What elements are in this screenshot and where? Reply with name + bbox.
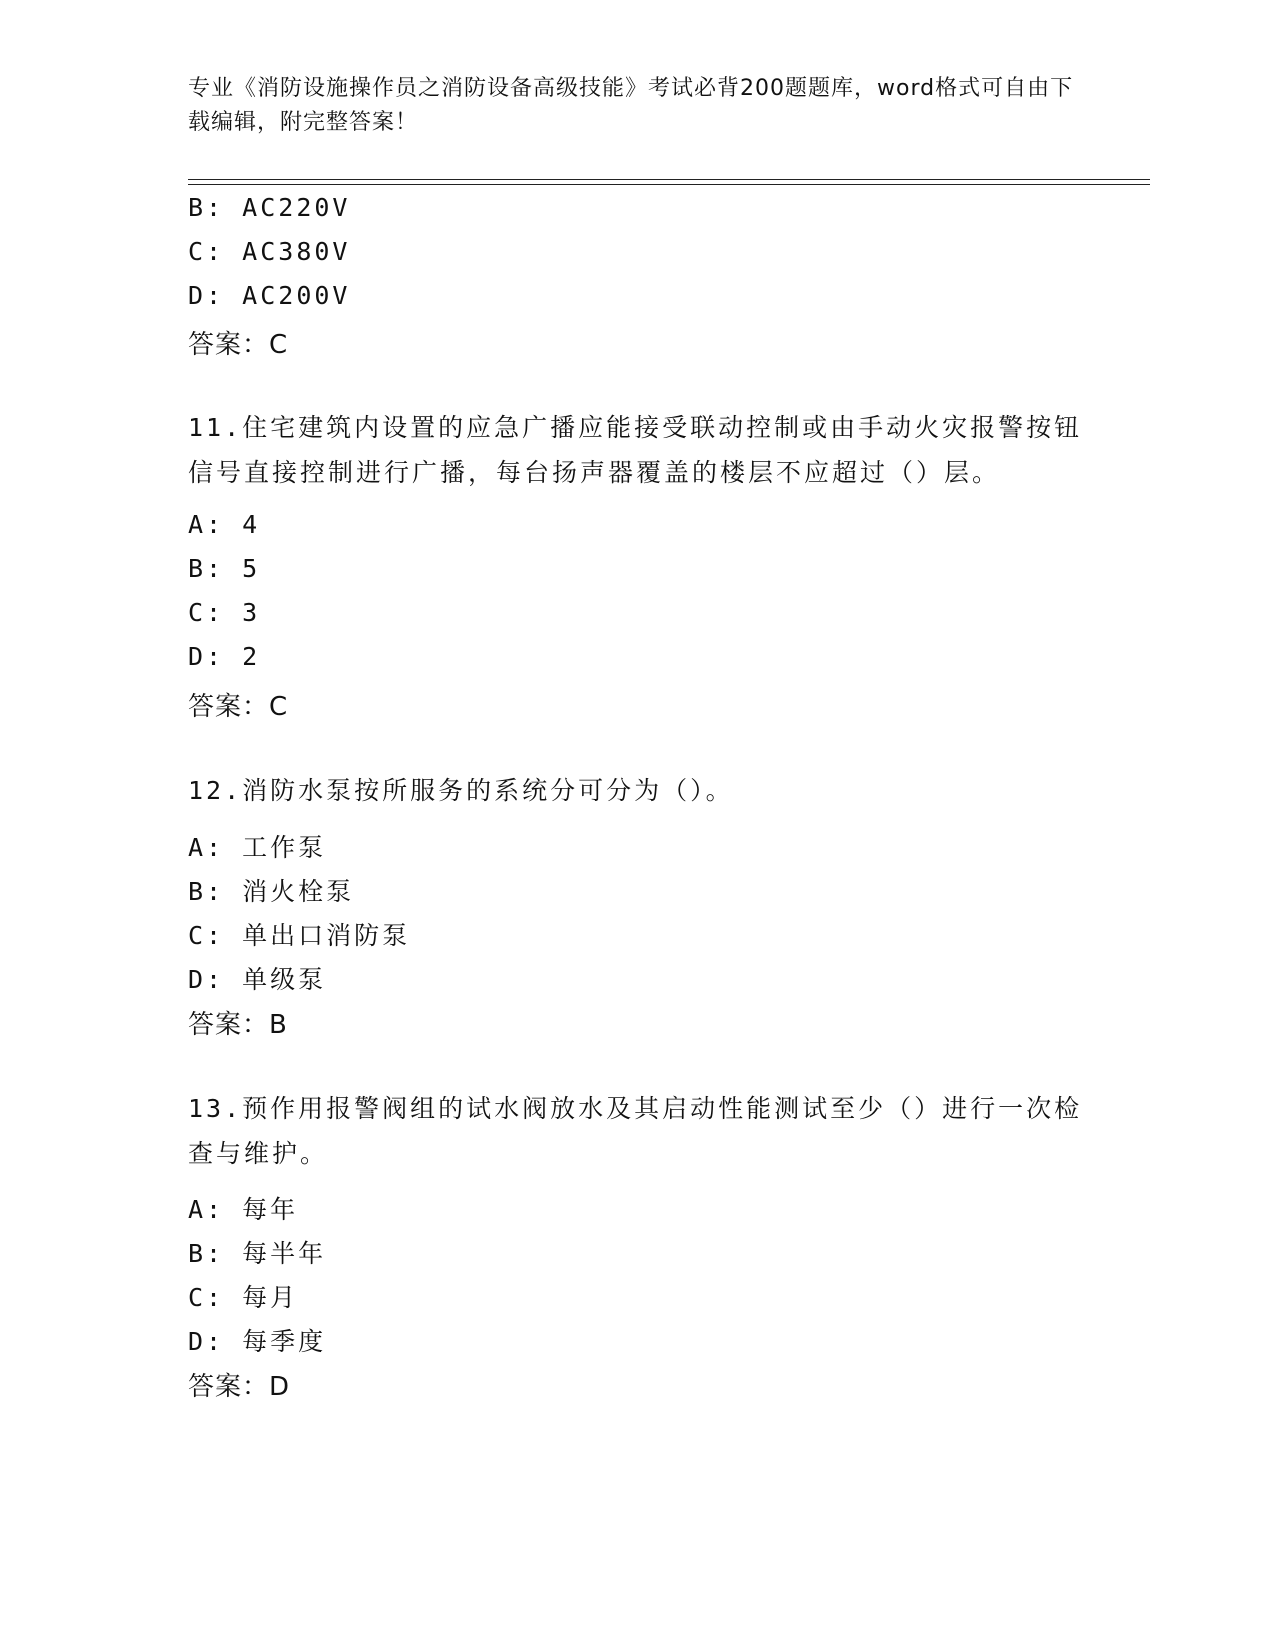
option-text: AC220V — [242, 193, 351, 222]
option-text: AC380V — [242, 237, 351, 266]
option-letter: A: — [188, 833, 225, 862]
header-rule-bottom — [188, 184, 1150, 185]
option-letter: C: — [188, 1283, 225, 1312]
q12-option-c — [188, 916, 410, 952]
q10-option-b — [188, 193, 350, 222]
header-rule-top — [188, 179, 1150, 180]
option-letter: B: — [188, 554, 225, 583]
q12-option-d — [188, 960, 326, 996]
q11-option-c — [188, 598, 260, 627]
option-text: 工作泵 — [242, 833, 327, 862]
q11-option-b — [188, 554, 260, 583]
q11-option-d — [188, 642, 260, 671]
option-letter: C: — [188, 921, 225, 950]
option-letter: B: — [188, 1239, 225, 1268]
q12-option-a — [188, 828, 326, 864]
option-text: 3 — [242, 598, 261, 627]
q10-answer: 答案：C — [188, 330, 289, 360]
option-text: 2 — [242, 642, 261, 671]
option-letter: D: — [188, 642, 225, 671]
q12-question: 12.消防水泵按所服务的系统分可分为（）。 — [188, 776, 734, 805]
q11-answer: 答案：C — [188, 692, 289, 722]
option-letter: D: — [188, 1327, 225, 1356]
option-letter: A: — [188, 510, 225, 539]
option-text: 每年 — [242, 1195, 299, 1224]
option-text: 5 — [242, 554, 261, 583]
q12-answer: 答案：B — [188, 1010, 288, 1040]
q10-option-d — [188, 281, 350, 310]
option-letter: D: — [188, 281, 225, 310]
q13-answer: 答案：D — [188, 1372, 291, 1402]
option-text: 每月 — [242, 1283, 299, 1312]
option-letter: A: — [188, 1195, 225, 1224]
option-text: 单出口消防泵 — [242, 921, 411, 950]
option-text: AC200V — [242, 281, 351, 310]
option-text: 每季度 — [242, 1327, 327, 1356]
q11-option-a — [188, 510, 260, 539]
option-letter: C: — [188, 598, 225, 627]
q13-option-a — [188, 1190, 298, 1226]
document-header: 专业《消防设施操作员之消防设备高级技能》考试必背200题题库，word格式可自由下载编辑，附完整答案！ — [188, 76, 1074, 135]
option-text: 4 — [242, 510, 261, 539]
option-letter: C: — [188, 237, 225, 266]
q13-option-d — [188, 1322, 326, 1358]
option-text: 每半年 — [242, 1239, 327, 1268]
option-text: 单级泵 — [242, 965, 327, 994]
q13-question: 13.预作用报警阀组的试水阀放水及其启动性能测试至少（）进行一次检查与维护。 — [188, 1094, 1083, 1168]
q10-option-c — [188, 237, 350, 266]
q13-option-b — [188, 1234, 326, 1270]
option-letter: B: — [188, 877, 225, 906]
option-text: 消火栓泵 — [242, 877, 355, 906]
q11-question: 11.住宅建筑内设置的应急广播应能接受联动控制或由手动火灾报警按钮信号直接控制进行广播，每台扬声器覆盖的楼层不应超过（）层。 — [188, 413, 1083, 487]
option-letter: D: — [188, 965, 225, 994]
q13-option-c — [188, 1278, 298, 1314]
option-letter: B: — [188, 193, 225, 222]
q12-option-b — [188, 872, 354, 908]
